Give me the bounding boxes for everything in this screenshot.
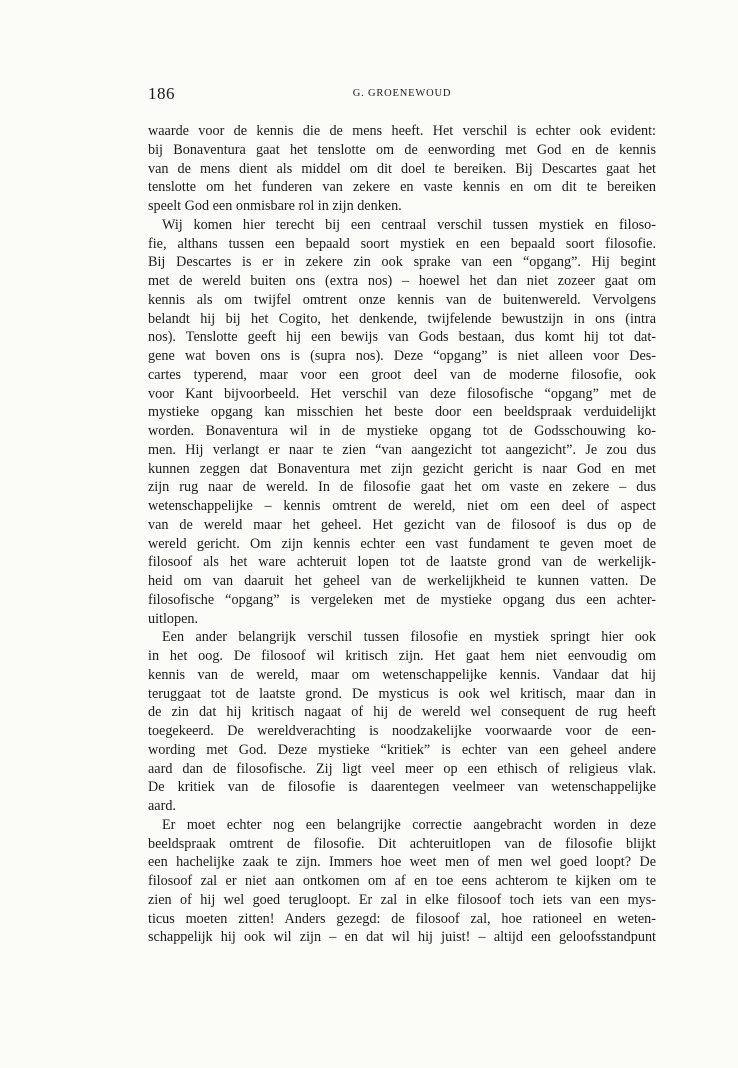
text-line: toegekeerd. De wereldverachting is noodzakelijke voorwaarde voor de een- <box>148 723 656 739</box>
text-line: fie, althans tussen een bepaald soort mystiek en een bepaald soort filosofie. <box>148 235 656 252</box>
text-line: aard dan de filosofische. Zij ligt veel meer op een ethisch of religieus vlak. <box>148 760 656 777</box>
text-line: zien of hij wel goed terugloopt. Er zal in elke filosoof toch iets van een mys- <box>148 891 656 908</box>
text-line: mystieke opgang kan misschien het beste door een beeldspraak verduidelijkt <box>148 404 656 421</box>
text-line: met de wereld buiten ons (extra nos) – hoewel het dan niet zozeer gaat om <box>148 273 656 289</box>
text-line: wording met God. Deze mystieke “kritiek” is echter van een geheel andere <box>148 741 656 758</box>
text-line: kennis van de wereld, maar om wetenschappelijke kennis. Vandaar dat hij <box>148 666 656 683</box>
text-line: Bij Descartes is er in zekere zin ook sprake van een “opgang”. Hij begint <box>148 254 656 271</box>
text-line: een hachelijke zaak te zijn. Immers hoe weet men of men wel goed loopt? De <box>148 854 656 871</box>
text-line: Er moet echter nog een belangrijke correctie aangebracht worden in deze <box>162 816 656 833</box>
text-line: voor Kant bijvoorbeeld. Het verschil van deze filosofische “opgang” met de <box>148 385 656 402</box>
text-line: bij Bonaventura gaat het tenslotte om de eenwording met God en de kennis <box>148 141 656 158</box>
text-line: kunnen zeggen dat Bonaventura met zijn gezicht gericht is naar God en met <box>148 460 656 477</box>
running-head: G. GROENEWOUD <box>352 88 452 99</box>
text-line: uitlopen. <box>148 610 199 627</box>
text-line: kennis als om twijfel omtrent onze kennis van de buitenwereld. Vervolgens <box>148 291 656 308</box>
text-line: De kritiek van de filosofie is daarentegen veelmeer van wetenschappelijke <box>148 779 656 796</box>
text-line: schappelijk hij ook wil zijn – en dat wil hij juist! – altijd een geloofsstandpunt <box>148 929 656 946</box>
text-line: beeldspraak omtrent de filosofie. Dit achteruitlopen van de filosofie blijkt <box>148 835 656 852</box>
text-line: speelt God een onmisbare rol in zijn denken. <box>148 198 402 214</box>
text-line: tenslotte om het funderen van zekere en vaste kennis en om dit te bereiken <box>148 179 656 196</box>
body-text <box>148 122 656 947</box>
text-line: belandt hij bij het Cogito, het denkende, twijfelende bewustzijn in ons (intra <box>148 310 656 327</box>
text-line: teruggaat tot de laatste grond. De mysticus is ook wel kritisch, maar dan in <box>148 685 656 702</box>
text-line: Een ander belangrijk verschil tussen filosofie en mystiek springt hier ook <box>162 629 656 646</box>
text-line: van de wereld maar het geheel. Het gezicht van de filosoof is dus op de <box>148 516 656 533</box>
page-header <box>148 84 656 104</box>
text-line: de zin dat hij kritisch nagaat of hij de wereld wel consequent de rug heeft <box>148 704 656 721</box>
text-line: worden. Bonaventura wil in de mystieke opgang tot de Godsschouwing ko- <box>148 423 656 439</box>
text-line: waarde voor de kennis die de mens heeft. Het verschil is echter ook evident: <box>148 123 656 139</box>
text-line: wereld gericht. Om zijn kennis echter een vast fundament te geven moet de <box>148 535 656 552</box>
text-line: gene wat boven ons is (supra nos). Deze “opgang” is niet alleen voor Des- <box>148 348 656 364</box>
page-number: 186 <box>148 84 175 103</box>
text-line: ticus moeten zitten! Anders gezegd: de filosoof zal, hoe rationeel en weten- <box>148 910 656 927</box>
text-line: cartes typerend, maar voor een groot deel van de moderne filosofie, ook <box>148 366 656 383</box>
text-line: in het oog. De filosoof wil kritisch zijn. Het gaat hem niet eenvoudig om <box>148 648 656 664</box>
text-line: filosoof zal er niet aan ontkomen om af en toe eens achterom te kijken om te <box>148 873 656 889</box>
text-line: aard. <box>148 798 176 814</box>
text-line: men. Hij verlangt er naar te zien “van aangezicht tot aangezicht”. Je zou dus <box>148 441 656 458</box>
text-line: nos). Tenslotte geeft hij een bewijs van Gods bestaan, dus komt hij tot dat- <box>148 329 656 346</box>
text-line: van de mens dient als middel om dit doel te bereiken. Bij Descartes gaat het <box>148 160 656 177</box>
text-line: wetenschappelijke – kennis omtrent de wereld, niet om een deel of aspect <box>148 498 656 514</box>
text-line: filosoof als het ware achteruit lopen tot de laatste grond van de werkelijk- <box>148 554 656 571</box>
text-line: heid om van daaruit het geheel van de werkelijkheid te kunnen vatten. De <box>148 573 656 589</box>
text-line: filosofische “opgang” is vergeleken met de mystieke opgang dus een achter- <box>148 591 656 608</box>
text-line: zijn rug naar de wereld. In de filosofie gaat het om vaste en zekere – dus <box>148 479 656 496</box>
text-line: Wij komen hier terecht bij een centraal verschil tussen mystiek en filoso- <box>162 216 656 233</box>
